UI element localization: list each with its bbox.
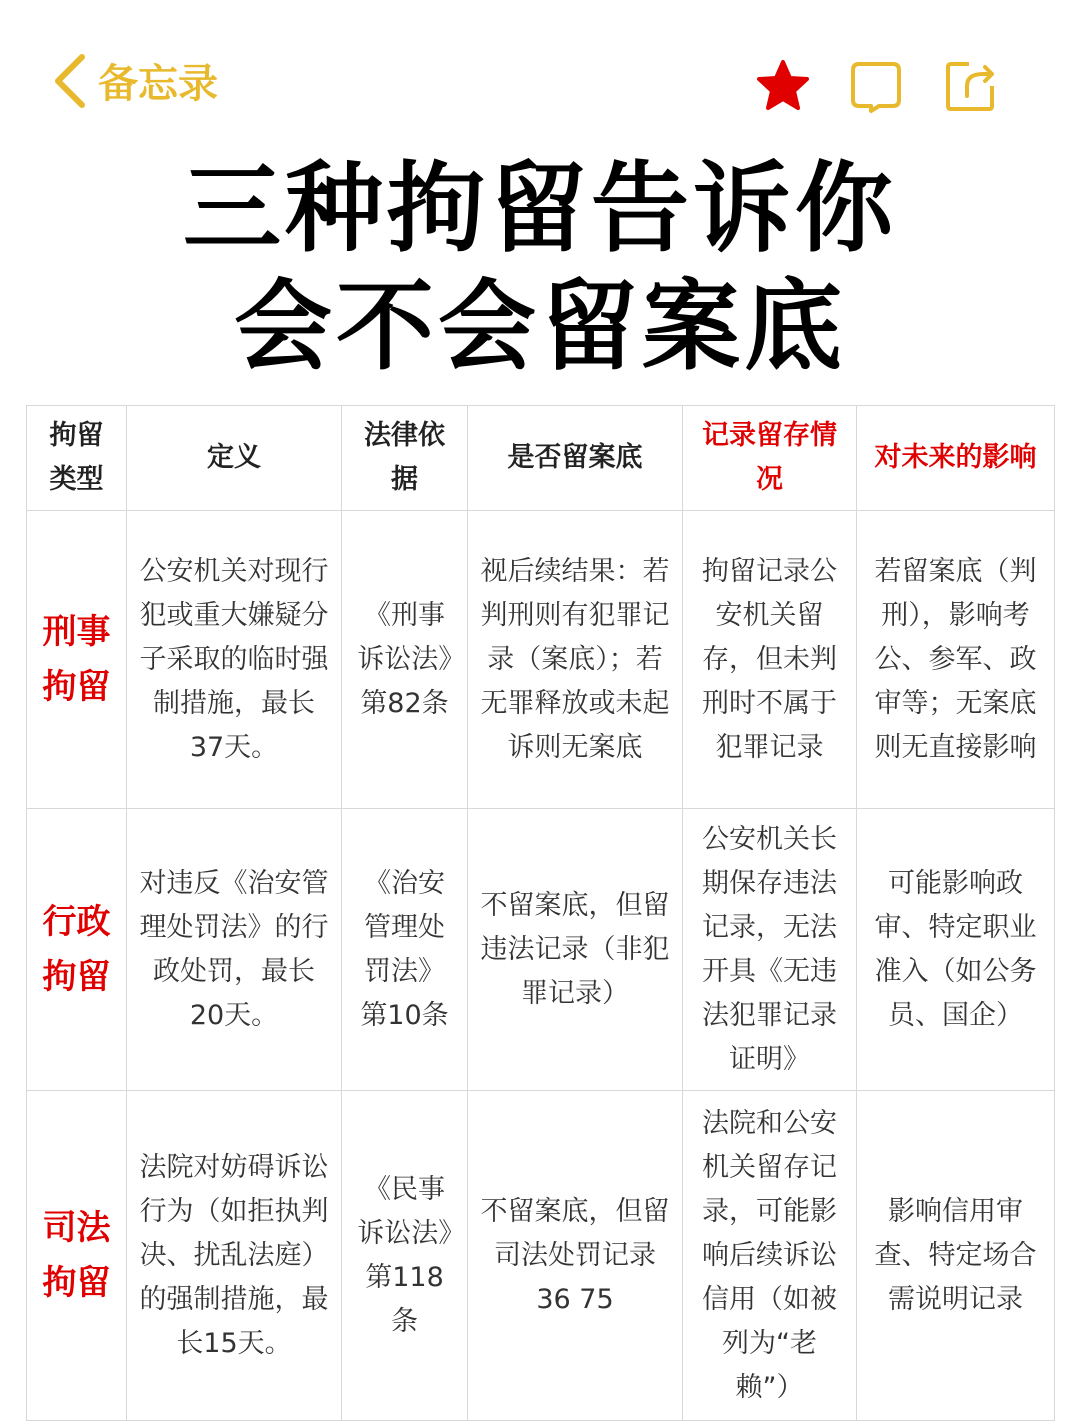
cell: 对违反《治安管理处罚法》的行政处罚，最长20天。 bbox=[127, 809, 342, 1091]
header-record: 是否留案底 bbox=[468, 406, 683, 511]
cell-type: 司法拘留 bbox=[27, 1091, 127, 1421]
cell-type: 刑事拘留 bbox=[27, 511, 127, 809]
cell: 若留案底（判刑），影响考公、参军、政审等；无案底则无直接影响 bbox=[857, 511, 1055, 809]
cell: 法院和公安机关留存记录，可能影响后续诉讼信用（如被列为“老赖”） bbox=[683, 1091, 857, 1421]
cell: 法院对妨碍诉讼行为（如拒执判决、扰乱法庭）的强制措施，最长15天。 bbox=[127, 1091, 342, 1421]
page-title bbox=[0, 150, 1080, 386]
comment-icon[interactable] bbox=[849, 58, 905, 114]
back-button[interactable] bbox=[52, 52, 218, 109]
table-row bbox=[27, 511, 1055, 809]
title-line-2: 会不会留案底 bbox=[233, 270, 846, 384]
cell: 可能影响政审、特定职业准入（如公务员、国企） bbox=[857, 809, 1055, 1091]
table-header bbox=[27, 406, 1055, 511]
title-line-1: 三种拘留告诉你 bbox=[182, 152, 897, 266]
cell: 影响信用审查、特定场合需说明记录 bbox=[857, 1091, 1055, 1421]
chevron-left-icon bbox=[52, 53, 88, 109]
cell: 公安机关对现行犯或重大嫌疑分子采取的临时强制措施，最长37天。 bbox=[127, 511, 342, 809]
cell: 《民事诉讼法》第118条 bbox=[342, 1091, 468, 1421]
cell: 不留案底，但留司法处罚记录 36 75 bbox=[468, 1091, 683, 1421]
cell: 公安机关长期保存违法记录，无法开具《无违法犯罪记录证明》 bbox=[683, 809, 857, 1091]
share-icon[interactable] bbox=[943, 58, 999, 114]
header-retention: 记录留存情况 bbox=[683, 406, 857, 511]
header-type: 拘留类型 bbox=[27, 406, 127, 511]
cell: 不留案底，但留违法记录（非犯罪记录） bbox=[468, 809, 683, 1091]
back-label: 备忘录 bbox=[98, 61, 218, 107]
cell: 拘留记录公安机关留存，但未判刑时不属于犯罪记录 bbox=[683, 511, 857, 809]
header-definition: 定义 bbox=[127, 406, 342, 511]
table-row bbox=[27, 809, 1055, 1091]
cell: 《治安管理处罚法》第10条 bbox=[342, 809, 468, 1091]
cell: 《刑事诉讼法》第82条 bbox=[342, 511, 468, 809]
cell: 视后续结果：若判刑则有犯罪记录（案底）；若无罪释放或未起诉则无案底 bbox=[468, 511, 683, 809]
header-impact: 对未来的影响 bbox=[857, 406, 1055, 511]
cell-type: 行政拘留 bbox=[27, 809, 127, 1091]
top-bar bbox=[0, 0, 1080, 140]
table-row bbox=[27, 1091, 1055, 1421]
detention-comparison-table bbox=[26, 405, 1055, 1421]
header-legal-basis: 法律依据 bbox=[342, 406, 468, 511]
star-icon[interactable] bbox=[755, 58, 811, 114]
